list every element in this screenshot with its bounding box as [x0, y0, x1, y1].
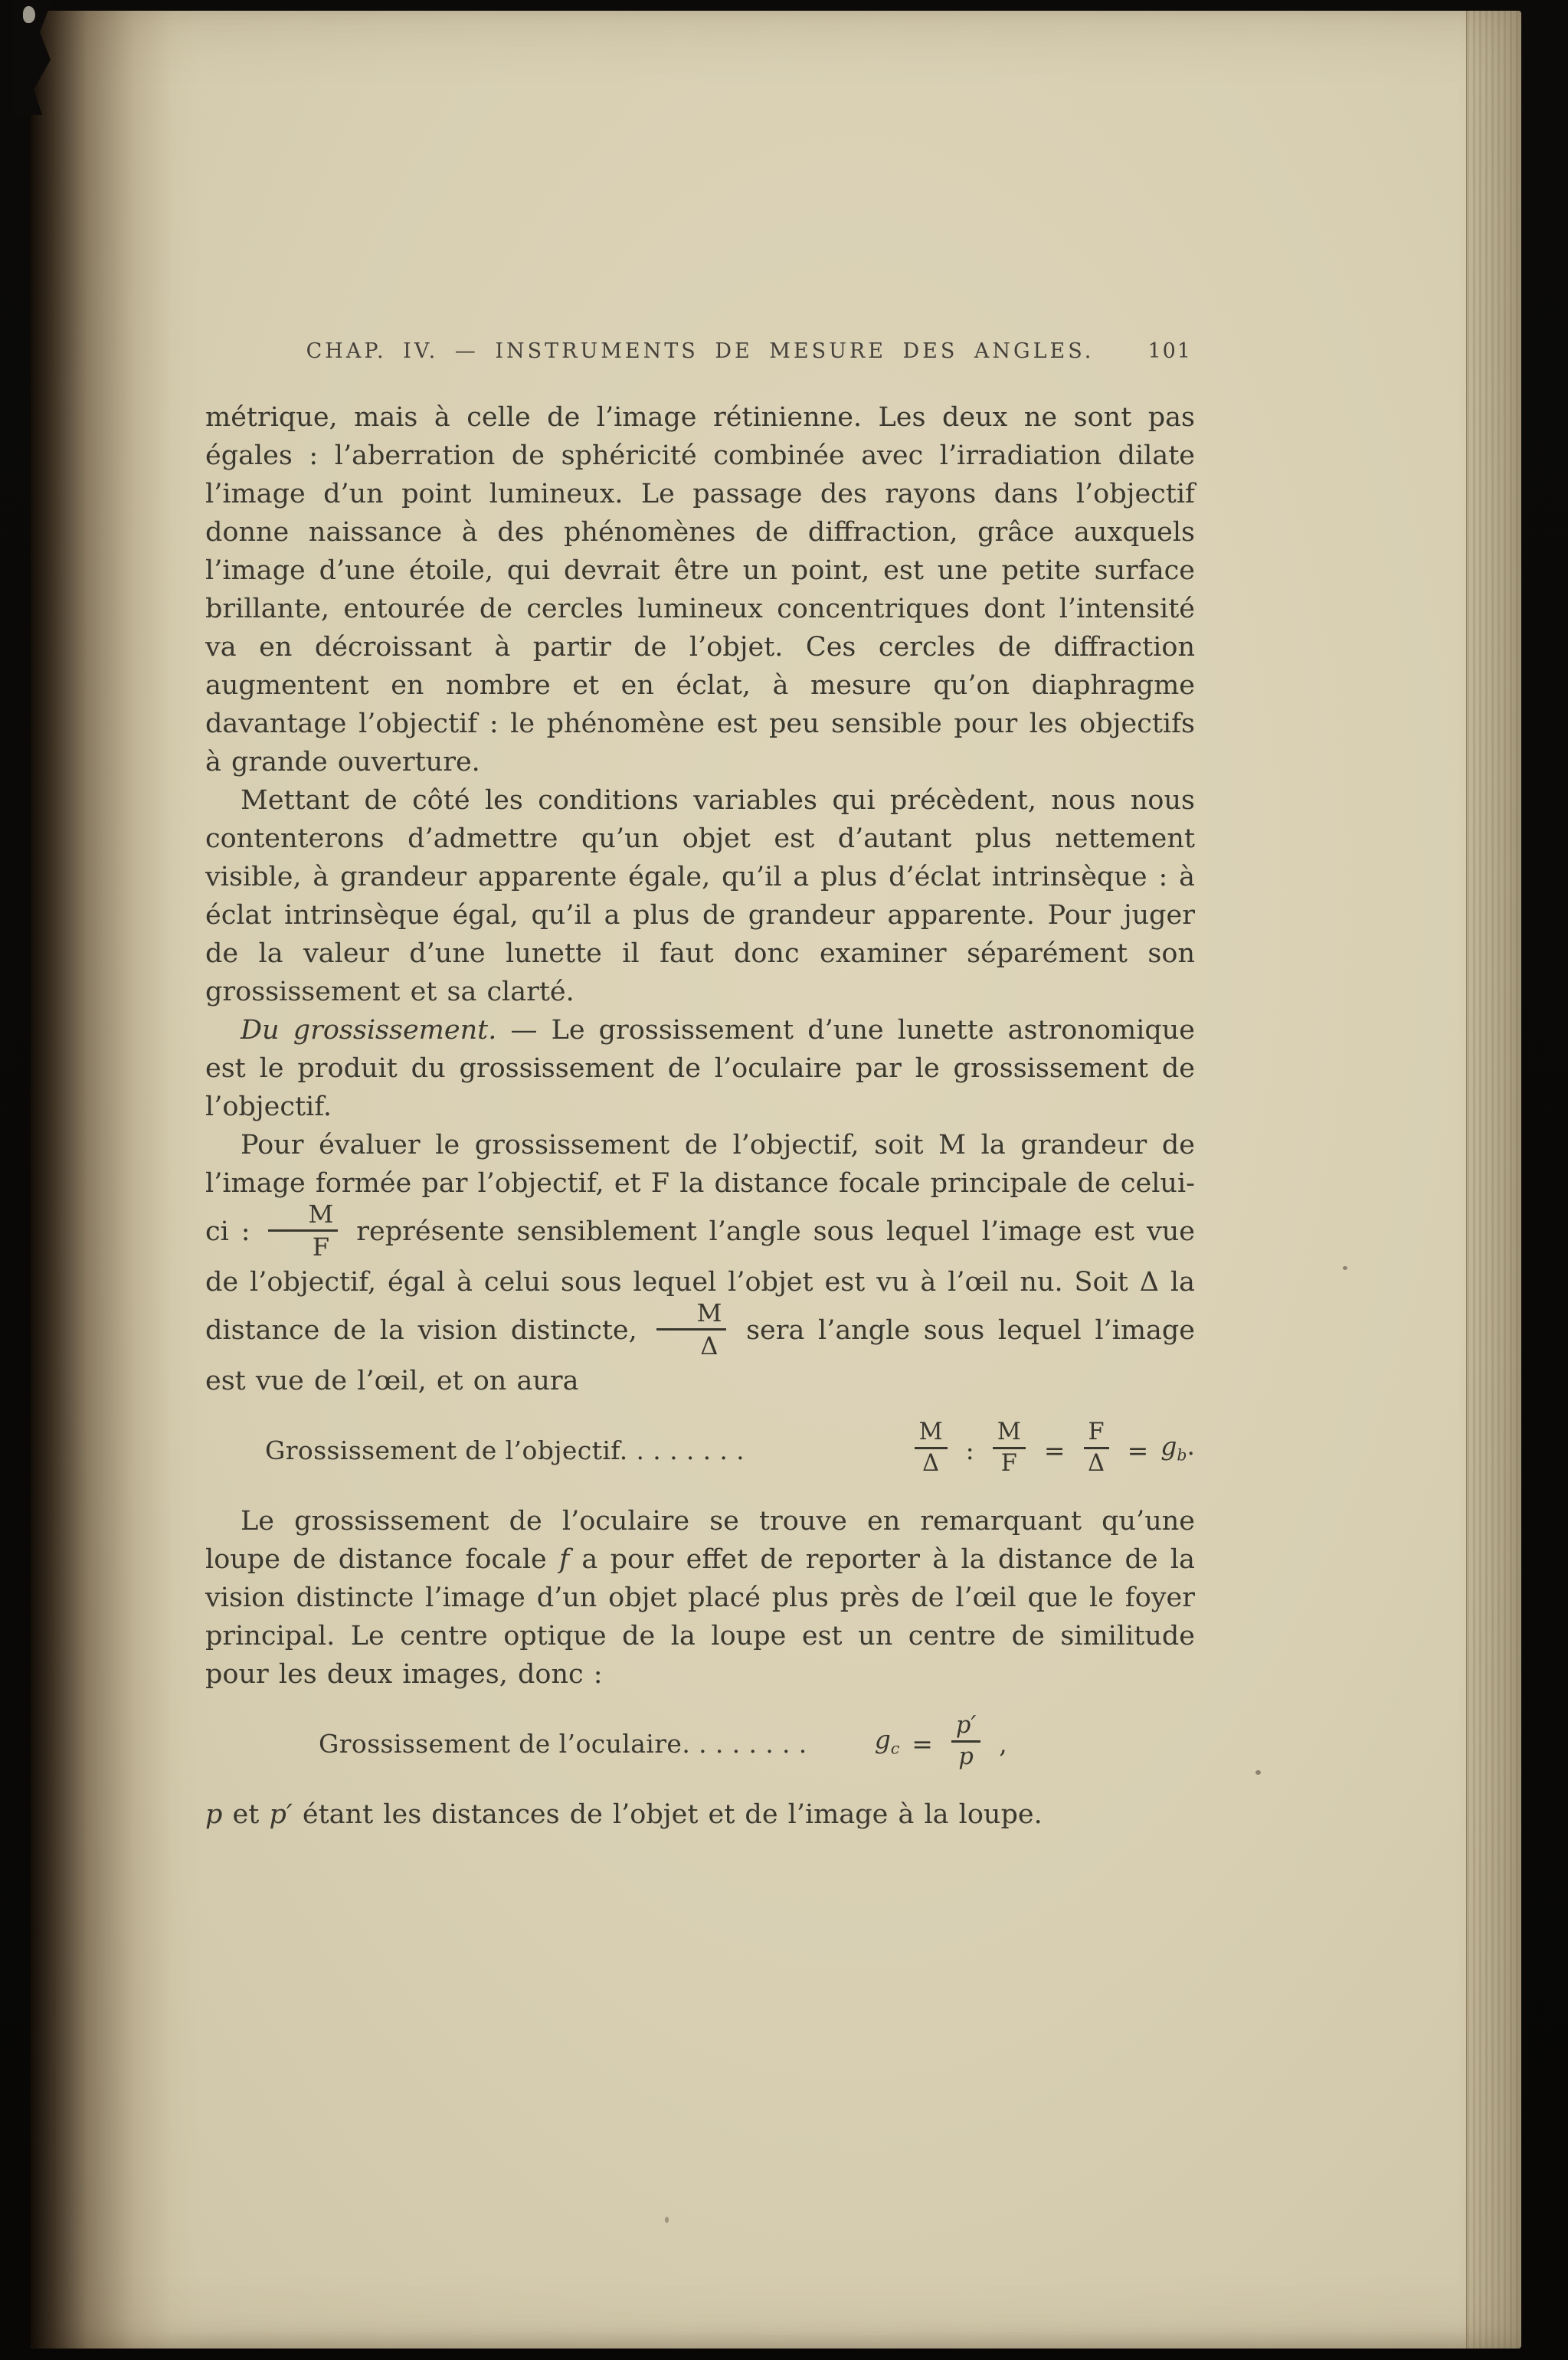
fraction-denominator: F: [1000, 1450, 1017, 1478]
formula-math: [908, 1419, 1195, 1479]
paragraph-du-grossissement: [205, 1011, 1195, 1126]
paragraph-text: a pour effet de reporter à la distance de la vision distincte l’image d’un objet placé plus près de l’œil que le foyer principal. Le centre optique de la loupe est un centre de similitude pour les deux images, donc :: [205, 1544, 1195, 1691]
equals-sign: =: [1127, 1435, 1149, 1465]
paragraph-text: sera l’angle sous lequel l’image est vue de l’œil, et on aura: [205, 1315, 1195, 1397]
paragraph-text: — Le grossissement d’une lunette astronomique est le produit du grossissement de l’oculaire par le grossissement de l’objectif.: [205, 1015, 1195, 1122]
paragraph-p-et-pprime: [205, 1795, 1195, 1834]
focale-f-symbol: f: [559, 1544, 570, 1576]
fraction-numerator: p′: [951, 1713, 980, 1743]
result-symbol: [1160, 1427, 1195, 1475]
paragraph-le-grossissement-oculaire: [205, 1502, 1195, 1694]
paragraph-text: représente sensiblement l’angle sous lequel l’image est vue de l’objectif, égal à celui sous lequel l’objet est vu à l’œil nu. Soit Δ la distance de la vision distincte,: [205, 1216, 1195, 1347]
fraction-pprime-over-p: [951, 1713, 980, 1770]
page-number: 101: [1147, 339, 1192, 363]
g-subscript: c: [890, 1739, 900, 1758]
spine-highlight-spot: [23, 6, 35, 23]
fraction-denominator: Δ: [700, 1331, 719, 1361]
fraction-m-over-f: [993, 1419, 1026, 1477]
fraction-numerator: M: [268, 1200, 338, 1232]
fraction-m-over-delta: [915, 1419, 948, 1477]
paragraph-text: Pour évaluer le grossissement de l’objectif, soit M la grandeur de l’image formée par l’objectif, et F la distance focale principale de celui-ci :: [205, 1130, 1195, 1248]
paragraph-pour-evaluer: [205, 1126, 1195, 1400]
paragraph-text: étant les distances de l’objet et de l’image à la loupe.: [292, 1799, 1043, 1831]
inline-fraction-m-over-f: [268, 1200, 338, 1261]
formula-math: [874, 1712, 1007, 1772]
fraction-denominator: Δ: [1088, 1450, 1105, 1478]
fraction-denominator: p: [958, 1743, 974, 1771]
result-symbol: [875, 1720, 900, 1768]
paragraph-mettant: Mettant de côté les conditions variables qui précèdent, nous nous contenterons d’admettre qu’un objet est d’autant plus nettement visible, à grandeur apparente égale, qu’il a plus d’éclat intrinsèque : à éclat intrinsèque égal, qu’il a plus de grandeur apparente. Pour juger de la valeur d’une lunette il faut donc examiner séparément son grossissement et sa clarté.: [205, 785, 1195, 1007]
equals-sign: =: [1043, 1435, 1066, 1465]
fraction-numerator: M: [915, 1419, 948, 1449]
fraction-numerator: M: [656, 1299, 726, 1331]
formula-label: Grossissement de l’oculaire. . . . . . . .: [319, 1728, 807, 1759]
g-symbol: g: [1160, 1430, 1177, 1461]
stacked-page-edges: [1466, 11, 1521, 2349]
fraction-numerator: F: [1084, 1419, 1109, 1449]
paper-speck: [1343, 1266, 1347, 1270]
chapter-title: CHAP. IV. — INSTRUMENTS DE MESURE DES ANGLES.: [306, 339, 1095, 363]
printed-text-block: [205, 332, 1195, 1834]
g-symbol: g: [874, 1723, 891, 1754]
equals-sign: =: [912, 1728, 933, 1759]
formula-label: Grossissement de l’objectif. . . . . . . .: [265, 1435, 745, 1465]
book-page: [31, 11, 1521, 2349]
running-header: [205, 332, 1195, 371]
binding-gutter-shadow: [31, 11, 203, 2349]
fraction-numerator: M: [993, 1419, 1026, 1449]
paper-speck: [1255, 1770, 1261, 1775]
fraction-denominator: F: [312, 1232, 330, 1262]
paragraph-metrique: métrique, mais à celle de l’image rétinienne. Les deux ne sont pas égales : l’aberration de sphéricité combinée avec l’irradiation dilate l’image d’un point lumineux. Le passage des rayons dans l’objectif donne naissance à des phénomènes de diffraction, grâce auxquels l’image d’une étoile, qui devrait être un point, est une petite surface brillante, entourée de cercles lumineux concentriques dont l’intensité va en décroissant à partir de l’objet. Ces cercles de diffraction augmentent en nombre et en éclat, à mesure qu’on diaphragme davantage l’objectif : le phénomène est peu sensible pour les objectifs à grande ouverture.: [205, 402, 1195, 777]
p-symbol: p: [205, 1799, 223, 1831]
ratio-colon: :: [965, 1435, 974, 1465]
inline-fraction-m-over-delta: [656, 1299, 726, 1360]
end-punctuation: .: [1187, 1430, 1195, 1461]
formula-grossissement-oculaire: [205, 1712, 1195, 1772]
fraction-f-over-delta: [1084, 1419, 1109, 1477]
italic-lead: Du grossissement.: [241, 1015, 497, 1046]
fraction-denominator: Δ: [922, 1450, 940, 1478]
paragraph-text: Le grossissement de l’oculaire se trouve en remarquant qu’une loupe de distance focale: [205, 1506, 1195, 1576]
paper-speck: [665, 2217, 669, 2223]
end-punctuation: ,: [999, 1728, 1007, 1759]
formula-grossissement-objectif: [205, 1419, 1195, 1479]
paragraph-text: et: [222, 1799, 270, 1831]
g-subscript: b: [1177, 1445, 1187, 1465]
pprime-symbol: p′: [269, 1799, 293, 1831]
